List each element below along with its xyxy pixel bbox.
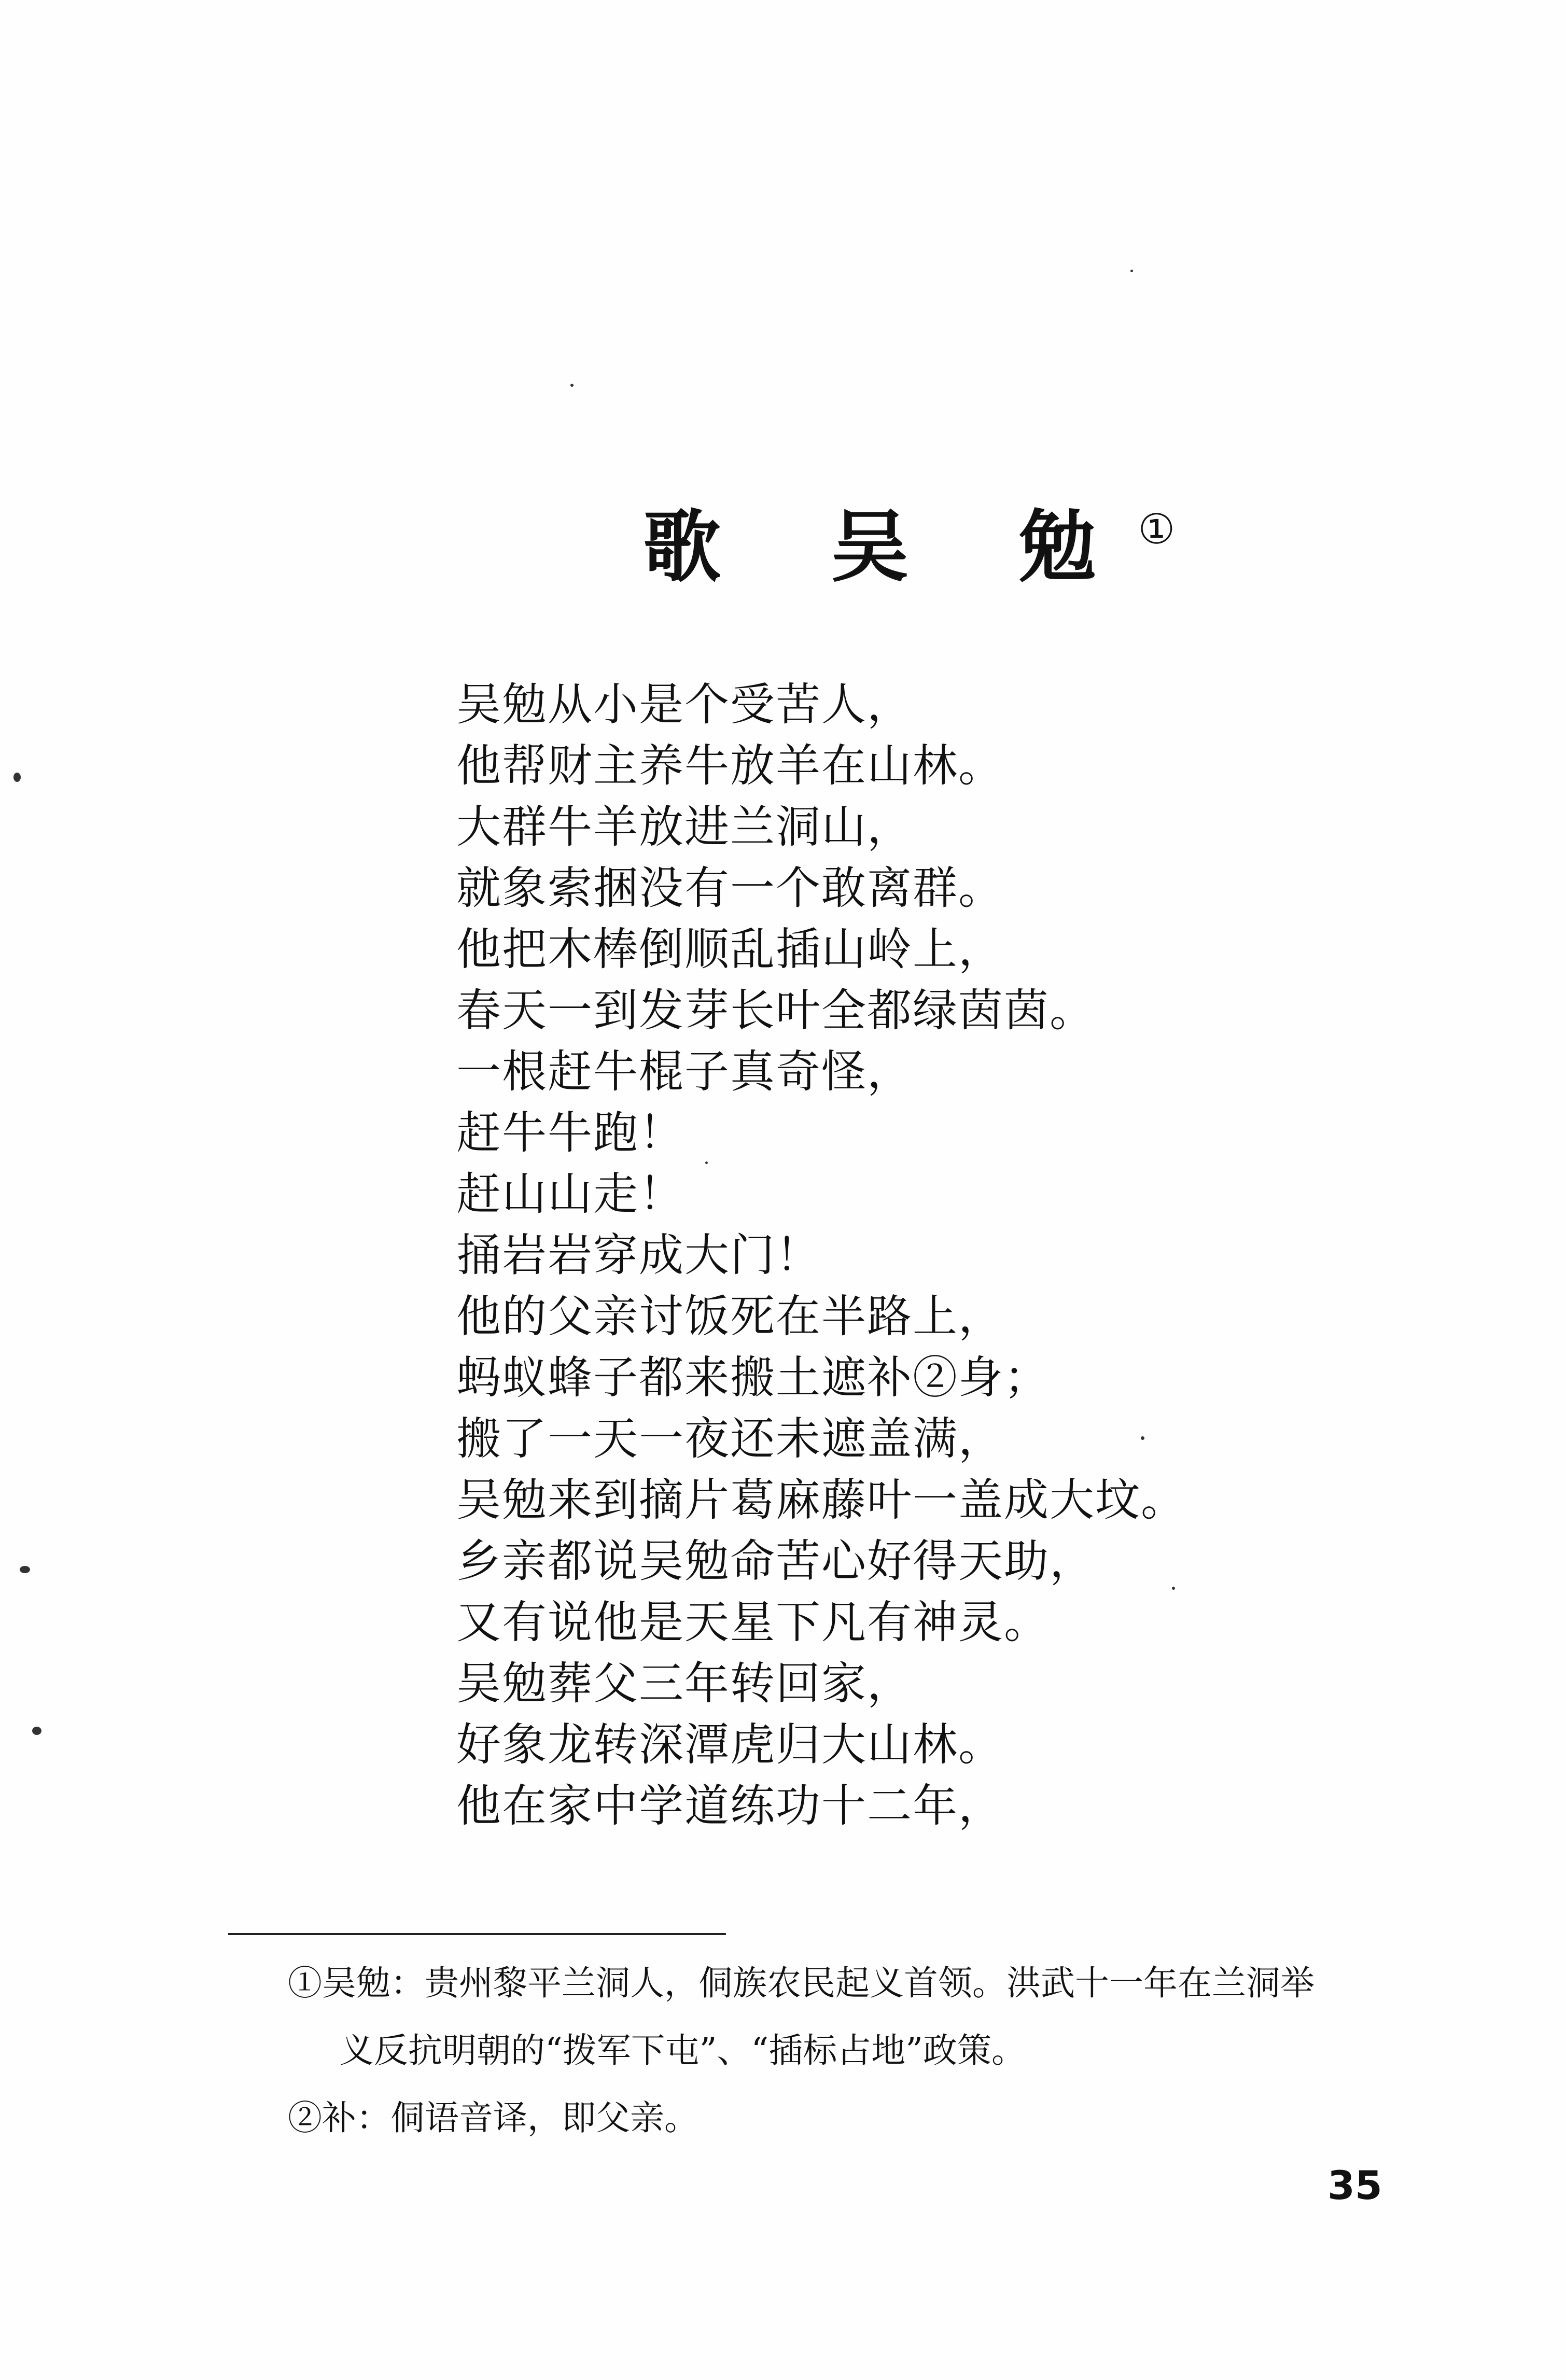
poem-line: 他在家中学道练功十二年， bbox=[456, 1780, 1004, 1832]
poem-line: 赶山山走！ bbox=[456, 1168, 684, 1220]
title-footnote-marker: ① bbox=[1138, 505, 1176, 553]
scan-speck bbox=[705, 1161, 708, 1164]
poem-line: 他帮财主养牛放羊在山林。 bbox=[456, 740, 1004, 792]
poem-line: 一根赶牛棍子真奇怪， bbox=[456, 1046, 913, 1098]
footnote-divider bbox=[228, 1933, 726, 1935]
footnote-2: ②补：侗语音译，即父亲。 bbox=[288, 2098, 698, 2138]
poem-body bbox=[456, 674, 1338, 1837]
scan-speck bbox=[570, 384, 574, 387]
poem-line: 就象索捆没有一个敢离群。 bbox=[456, 862, 1004, 914]
poem-line: 吴勉葬父三年转回家， bbox=[456, 1658, 913, 1710]
poem-line: 吴勉来到摘片葛麻藤叶一盖成大坟。 bbox=[456, 1474, 1186, 1526]
poem-line: 吴勉从小是个受苦人， bbox=[456, 679, 913, 731]
poem-line: 搬了一天一夜还未遮盖满， bbox=[456, 1413, 1004, 1465]
poem-line: 赶牛牛跑！ bbox=[456, 1107, 684, 1159]
poem-line: 乡亲都说吴勉命苦心好得天助， bbox=[456, 1535, 1095, 1587]
footnote-1-line-2: 义反抗明朝的“拨军下屯”、“插标占地”政策。 bbox=[340, 2031, 1026, 2070]
poem-line: 捅岩岩穿成大门！ bbox=[456, 1229, 821, 1281]
poem-title bbox=[643, 502, 1176, 593]
poem-line: 他的父亲讨饭死在半路上， bbox=[456, 1291, 1004, 1342]
scan-speck bbox=[1130, 270, 1133, 272]
scan-speck bbox=[20, 1566, 30, 1573]
poem-line: 他把木棒倒顺乱插山岭上， bbox=[456, 923, 1004, 975]
scan-speck bbox=[32, 1727, 41, 1735]
poem-line: 春天一到发芽长叶全都绿茵茵。 bbox=[456, 985, 1095, 1037]
footnotes bbox=[288, 1950, 1491, 2152]
poem-line: 大群牛羊放进兰洞山， bbox=[456, 801, 913, 853]
poem-line: 又有说他是天星下凡有神灵。 bbox=[456, 1597, 1050, 1648]
poem-line: 蚂蚁蜂子都来搬土遮补②身； bbox=[456, 1352, 1050, 1404]
scan-speck bbox=[1141, 1436, 1144, 1440]
footnote-1-line-1: ①吴勉：贵州黎平兰洞人，侗族农民起义首领。洪武十一年在兰洞举 bbox=[288, 1963, 1315, 2003]
poem-title-text: 歌 吴 勉 bbox=[643, 502, 1138, 593]
poem-line: 好象龙转深潭虎归大山林。 bbox=[456, 1719, 1004, 1771]
scan-speck bbox=[1172, 1587, 1175, 1590]
scan-speck bbox=[13, 773, 21, 782]
page-number: 35 bbox=[1327, 2162, 1382, 2208]
